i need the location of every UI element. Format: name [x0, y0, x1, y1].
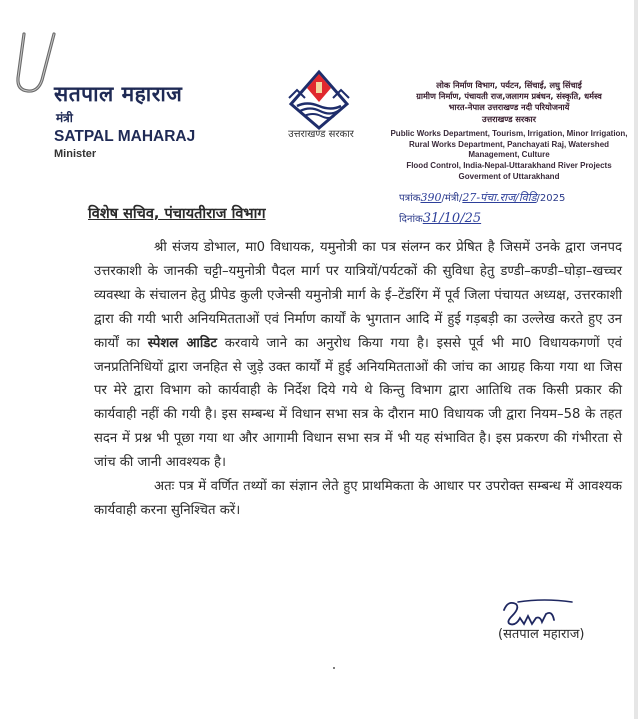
- date-label: दिनांक: [399, 214, 423, 225]
- department-hindi-line: भारत-नेपाल उत्तराखण्ड नदी परियोजनायें: [448, 102, 570, 113]
- reference-label: पत्रांक: [399, 193, 421, 204]
- department-english-line: Goverment of Uttarakhand: [458, 172, 560, 181]
- date-handwritten: 31/10/25: [422, 211, 482, 226]
- body-text: करवाये जाने का अनुरोध किया गया है। इससे पूर्व भी मा0 विधायकगणों एवं जनप्रतिनिधियों द्वारा जनहित से जुड़े उक्त कार्यों में हुई अनियमितताओं की जांच का आग्रह किया गया था जिस पर मेरे द्वारा विभाग को कार्यवाही के निर्देश दिये गये थे किन्तु विभाग द्वारा आतिथि तक किसी प्रकार की कार्यवाही नहीं की गयी है। इस सम्बन्ध में विधान सभा सत्र के दौरान मा0 विधायक जी द्वारा नियम–58 के तहत सदन में प्रश्न भी पूछा गया था और आगामी विधान सभा सत्र में भी यह संभावित है। इस प्रकरण की गंभीरता से जांच की जानी आवश्यक है।: [94, 335, 623, 471]
- department-block: [383, 80, 635, 183]
- department-english-line: Public Works Department, Tourism, Irrigation, Minor Irrigation,: [390, 128, 628, 138]
- scan-speck: [333, 667, 335, 669]
- department-hindi-line: उत्तराखण्ड सरकार: [481, 113, 537, 124]
- department-english-block: [383, 129, 635, 183]
- signatory-name: (सतपाल महाराज): [498, 627, 585, 642]
- logo-caption: उत्तराखण्ड सरकार: [288, 129, 354, 140]
- letter-body: [94, 236, 622, 523]
- body-text: श्री संजय डोभाल, मा0 विधायक, यमुनोत्री का पत्र संलग्न कर प्रेषित है जिसमें उनके द्वारा जनपद उत्तरकाशी के जानकी चट्टी–यमुनोत्री पैदल मार्ग पर यात्रियों/पर्यटकों की सुविधा हेतु डण्डी–कण्डी–घोड़ा–खच्चर व्यवस्था के संचालन हेतु प्रीपेड कुली एजेन्सी यमुनोत्री मार्ग के ई–टेंडरिंग में पूर्व जिला पंचायत अध्यक्ष, उत्तरकाशी द्वारा की गयी भारी अनियमितताओं एवं निर्माण कार्यों के भुगतान आदि में हुई गड़बड़ी का उल्लेख करते हुए उन कार्यों का: [94, 240, 622, 351]
- minister-name-hindi: सतपाल महाराज: [54, 82, 183, 106]
- addressee-heading: विशेष सचिव, पंचायतीराज विभाग: [88, 206, 266, 222]
- minister-header: [54, 80, 195, 160]
- minister-title-english: Minister: [54, 148, 97, 160]
- body-paragraph-2: अतः पत्र में वर्णित तथ्यों का संज्ञान लेते हुए प्राथमिकता के आधार पर उपरोक्त सम्बन्ध में आवश्यक कार्यवाही करना सुनिश्चित करें।: [94, 479, 622, 518]
- reference-file: 27-पंचा.राज/विडि: [462, 191, 537, 204]
- reference-number: [399, 190, 565, 205]
- minister-name-english: SATPAL MAHARAJ: [54, 128, 196, 145]
- body-emphasis: स्पेशल आडिट: [147, 335, 218, 351]
- body-paragraph-1: [94, 236, 622, 475]
- department-hindi-line: ग्रामीण निर्माण, पंचायती राज,जलागम प्रबंधन, संस्कृति, धर्मस्व: [416, 91, 602, 102]
- minister-title-hindi: मंत्री: [56, 111, 73, 125]
- department-english-line: Rural Works Department, Panchayati Raj, Watershed Management, Culture: [408, 139, 610, 160]
- uttarakhand-emblem-icon: [283, 68, 355, 130]
- reference-year: /2025: [536, 193, 566, 204]
- department-hindi-line: लोक निर्माण विभाग, पर्यटन, सिंचाई, लघु सिंचाई: [436, 80, 582, 90]
- reference-separator: /मंत्री/: [441, 193, 463, 204]
- department-english-line: Flood Control, India-Nepal-Uttarakhand River Projects: [406, 161, 612, 171]
- reference-handwritten-number: 390: [420, 191, 442, 204]
- letter-date: [399, 211, 481, 226]
